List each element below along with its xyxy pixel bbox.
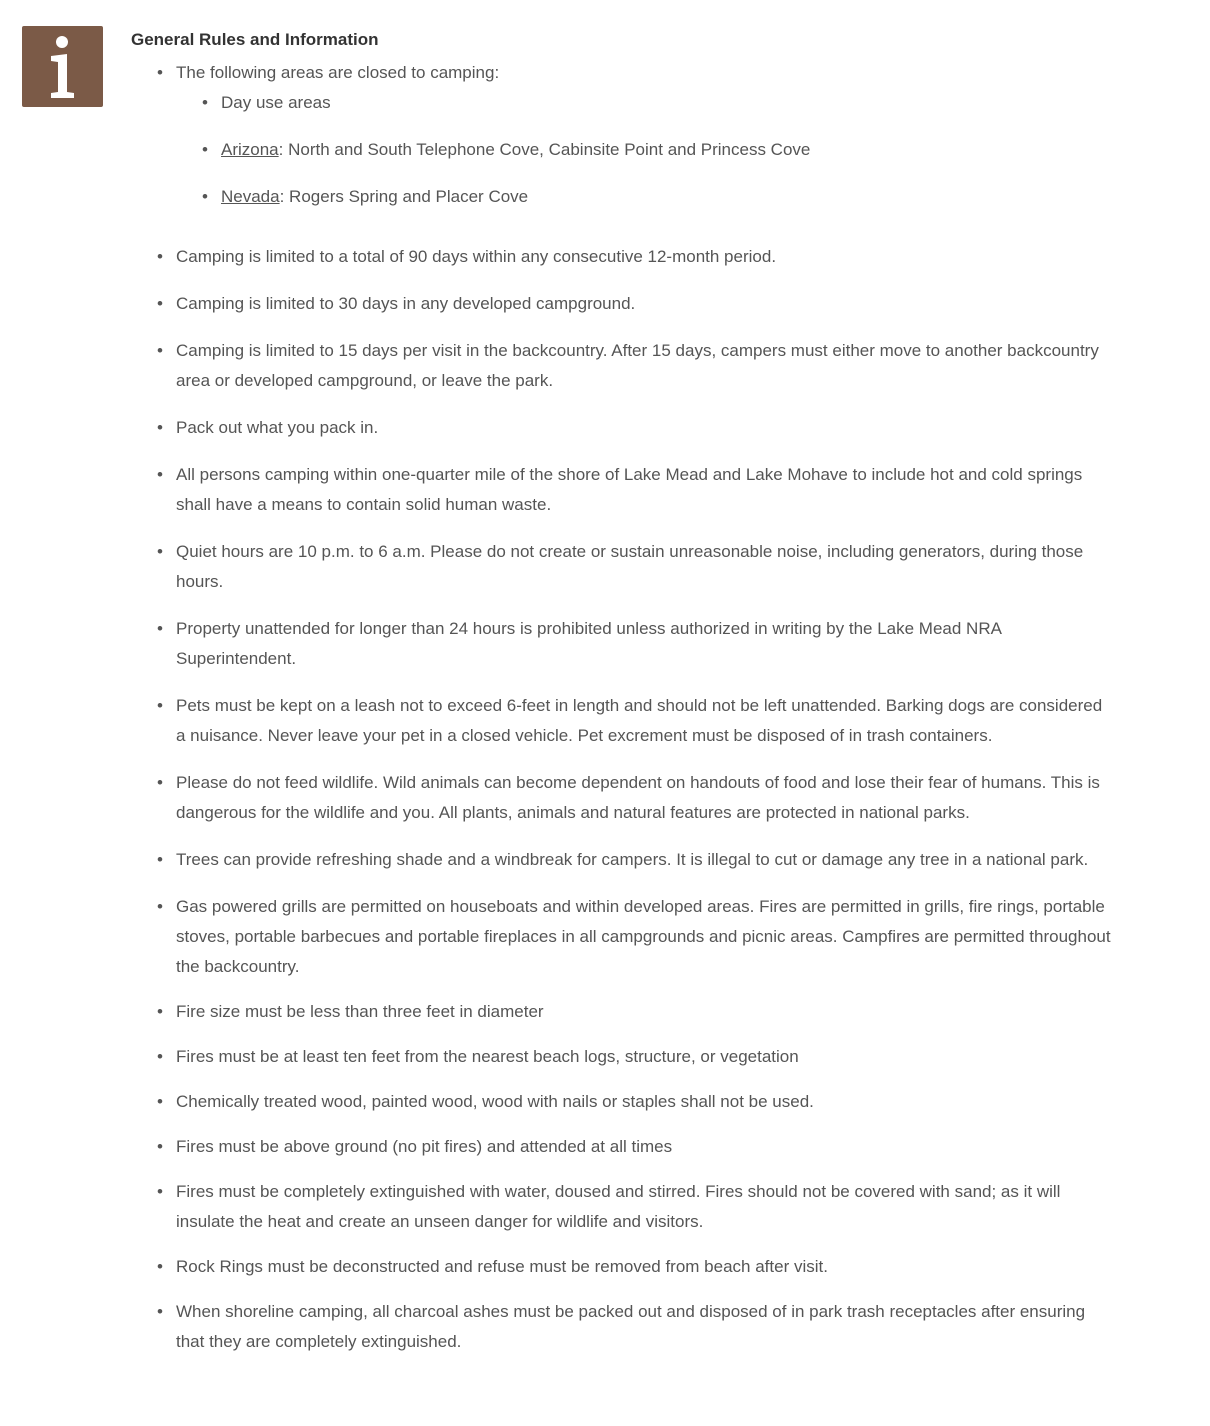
rule-text: Property unattended for longer than 24 hours is prohibited unless authorized in writing by the Lake Mead NRA Superintendent. xyxy=(176,619,1001,668)
closed-areas-item xyxy=(131,58,1111,212)
closed-areas-intro: The following areas are closed to camping: xyxy=(176,63,500,82)
rule-text: Quiet hours are 10 p.m. to 6 a.m. Please do not create or sustain unreasonable noise, including generators, during those hours. xyxy=(176,542,1084,591)
rule-item xyxy=(131,1252,1111,1282)
info-icon xyxy=(22,26,103,107)
rule-text: Pack out what you pack in. xyxy=(176,418,379,437)
rule-item xyxy=(131,1297,1111,1357)
closed-area-text: Day use areas xyxy=(221,93,331,112)
state-link[interactable]: Arizona xyxy=(221,140,279,159)
rule-text: All persons camping within one-quarter mile of the shore of Lake Mead and Lake Mohave to include hot and cold springs shall have a means to contain solid human waste. xyxy=(176,465,1083,514)
bullet: • xyxy=(157,696,163,715)
rule-text: Camping is limited to a total of 90 days within any consecutive 12-month period. xyxy=(176,247,777,266)
rule-text: Gas powered grills are permitted on houseboats and within developed areas. Fires are permitted in grills, fire rings, portable stoves, portable barbecues and portable fireplaces in all campgrounds and picnic areas. Campfires are permitted throughout the backcountry. xyxy=(176,897,1111,976)
rule-text: Trees can provide refreshing shade and a windbreak for campers. It is illegal to cut or damage any tree in a national park. xyxy=(176,850,1089,869)
bullet: • xyxy=(157,1257,163,1276)
bullet: • xyxy=(157,1182,163,1201)
bullet: • xyxy=(157,897,163,916)
rule-item xyxy=(131,1132,1111,1162)
rule-item xyxy=(131,1087,1111,1117)
state-link[interactable]: Nevada xyxy=(221,187,280,206)
bullet: • xyxy=(157,850,163,869)
bullet: • xyxy=(157,341,163,360)
rule-item xyxy=(131,413,1111,443)
rule-item xyxy=(131,460,1111,520)
rule-text: Camping is limited to 15 days per visit in the backcountry. After 15 days, campers must either move to another backcountry area or developed campground, or leave the park. xyxy=(176,341,1099,390)
bullet: • xyxy=(157,773,163,792)
section-heading: General Rules and Information xyxy=(131,30,379,49)
bullet: • xyxy=(157,1302,163,1321)
bullet: • xyxy=(157,619,163,638)
rule-text: Please do not feed wildlife. Wild animals can become dependent on handouts of food and lose their fear of humans. This is dangerous for the wildlife and you. All plants, animals and natural features are protected in national parks. xyxy=(176,773,1100,822)
closed-area-item xyxy=(131,182,1111,212)
bullet: • xyxy=(157,247,163,266)
rule-text: Fires must be completely extinguished with water, doused and stirred. Fires should not be covered with sand; as it will insulate the heat and create an unseen danger for wildlife and visitors. xyxy=(176,1182,1061,1231)
rule-item xyxy=(131,997,1111,1027)
rule-text: Fires must be above ground (no pit fires) and attended at all times xyxy=(176,1137,673,1156)
rule-item xyxy=(131,537,1111,597)
closed-area-item xyxy=(131,135,1111,165)
rules-list xyxy=(131,58,1111,1357)
rule-item xyxy=(131,892,1111,982)
rule-item xyxy=(131,289,1111,319)
rule-item xyxy=(131,768,1111,828)
closed-areas-list xyxy=(176,88,1111,212)
rule-text: Fires must be at least ten feet from the nearest beach logs, structure, or vegetation xyxy=(176,1047,799,1066)
rules-section xyxy=(131,28,1111,1372)
rule-item xyxy=(131,691,1111,751)
rule-item xyxy=(131,242,1111,272)
bullet: • xyxy=(202,140,208,159)
bullet: • xyxy=(157,542,163,561)
bullet: • xyxy=(157,418,163,437)
bullet: • xyxy=(157,1092,163,1111)
rule-text: Pets must be kept on a leash not to exceed 6-feet in length and should not be left unattended. Barking dogs are considered a nuisance. Never leave your pet in a closed vehicle. Pet excrement must be disposed of in trash containers. xyxy=(176,696,1103,745)
bullet: • xyxy=(157,1002,163,1021)
bullet: • xyxy=(157,63,163,82)
rule-text: Camping is limited to 30 days in any developed campground. xyxy=(176,294,636,313)
bullet: • xyxy=(202,187,208,206)
closed-area-item xyxy=(131,88,1111,118)
rule-text: Fire size must be less than three feet in diameter xyxy=(176,1002,544,1021)
bullet: • xyxy=(157,294,163,313)
bullet: • xyxy=(157,1047,163,1066)
bullet: • xyxy=(157,465,163,484)
rule-item xyxy=(131,336,1111,396)
rule-item xyxy=(131,1042,1111,1072)
rule-text: Rock Rings must be deconstructed and refuse must be removed from beach after visit. xyxy=(176,1257,828,1276)
closed-area-text: : Rogers Spring and Placer Cove xyxy=(279,187,529,206)
rule-text: Chemically treated wood, painted wood, wood with nails or staples shall not be used. xyxy=(176,1092,814,1111)
rule-item xyxy=(131,614,1111,674)
rule-text: When shoreline camping, all charcoal ashes must be packed out and disposed of in park trash receptacles after ensuring that they are completely extinguished. xyxy=(176,1302,1086,1351)
bullet: • xyxy=(157,1137,163,1156)
bullet: • xyxy=(202,93,208,112)
rule-item xyxy=(131,845,1111,875)
closed-area-text: : North and South Telephone Cove, Cabinsite Point and Princess Cove xyxy=(278,140,811,159)
rule-item xyxy=(131,1177,1111,1237)
